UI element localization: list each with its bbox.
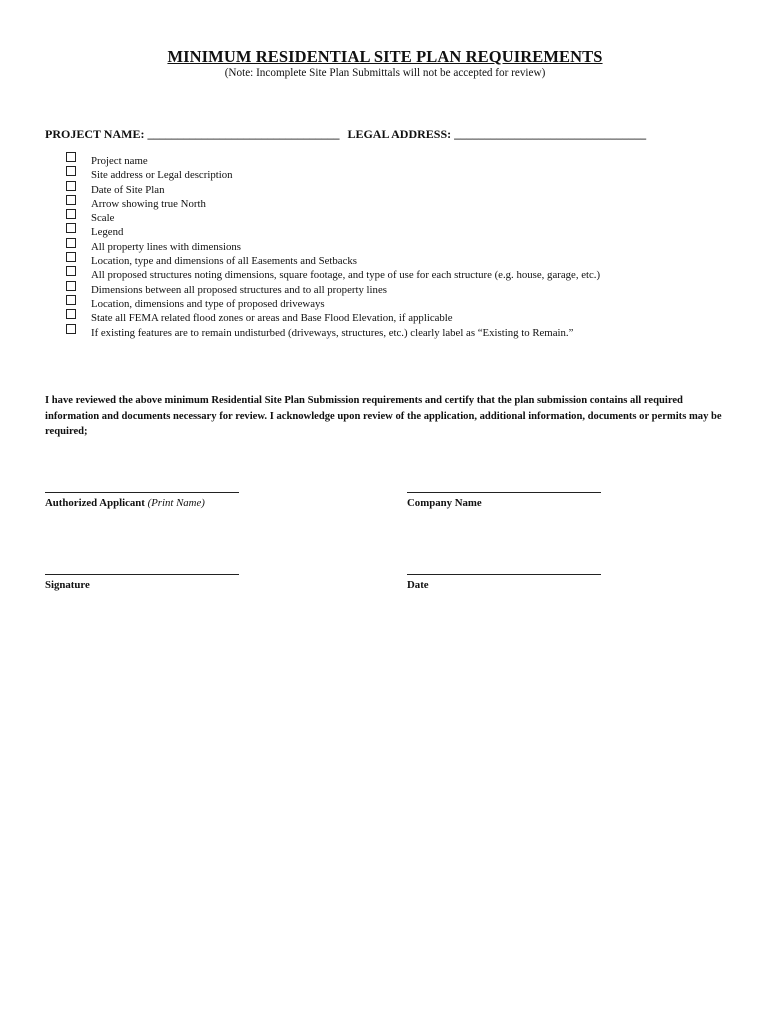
- signature-block: [45, 574, 239, 591]
- checklist-item-label: Dimensions between all proposed structures and to all property lines: [91, 283, 387, 296]
- checkbox[interactable]: [66, 295, 76, 305]
- checklist-item-label: Arrow showing true North: [91, 197, 206, 210]
- applicant-name-block: [45, 492, 239, 509]
- checklist-item-label: Date of Site Plan: [91, 183, 165, 196]
- legal-address-field[interactable]: LEGAL ADDRESS: ________________________________: [347, 127, 647, 141]
- page-title: MINIMUM RESIDENTIAL SITE PLAN REQUIREMENTS: [167, 47, 603, 66]
- checklist-item-label: Location, dimensions and type of proposed driveways: [91, 297, 325, 310]
- checkbox[interactable]: [66, 223, 76, 233]
- checklist-item-label: State all FEMA related flood zones or areas and Base Flood Elevation, if applicable: [91, 312, 453, 325]
- date-line[interactable]: [407, 574, 601, 575]
- print-name-hint: (Print Name): [147, 497, 205, 509]
- checkbox[interactable]: [66, 252, 76, 262]
- checkbox[interactable]: [66, 309, 76, 319]
- applicant-name-label: [45, 497, 239, 509]
- date-block: [407, 574, 601, 591]
- checkbox[interactable]: [66, 181, 76, 191]
- checklist-item-label: If existing features are to remain undisturbed (driveways, structures, etc.) clearly label as “Existing to Remain.”: [91, 326, 574, 339]
- checklist-item-label: Scale: [91, 212, 115, 225]
- checkbox[interactable]: [66, 195, 76, 205]
- project-name-field[interactable]: PROJECT NAME: ________________________________: [45, 127, 340, 141]
- checklist-item-label: Location, type and dimensions of all Easements and Setbacks: [91, 255, 357, 268]
- company-name-line[interactable]: [407, 492, 601, 493]
- checklist-item-label: All property lines with dimensions: [91, 240, 241, 253]
- checkbox[interactable]: [66, 209, 76, 219]
- checklist-item-label: All proposed structures noting dimensions, square footage, and type of use for each structure (e.g. house, garage, etc.): [91, 269, 601, 282]
- company-name-label: Company Name: [407, 497, 482, 509]
- checkbox[interactable]: [66, 166, 76, 176]
- applicant-label-text: Authorized Applicant: [45, 497, 145, 509]
- certification-statement: I have reviewed the above minimum Residential Site Plan Submission requirements and certify that the plan submission contains all required information and documents necessary for review. I acknowledge upon review of the application, additional information, documents or permits may be required;: [45, 395, 722, 438]
- company-name-block: [407, 492, 601, 509]
- checklist-item-label: Site address or Legal description: [91, 169, 233, 182]
- checkbox[interactable]: [66, 152, 76, 162]
- project-fields-row: [45, 127, 646, 142]
- checkbox[interactable]: [66, 324, 76, 334]
- signature-label: Signature: [45, 579, 90, 591]
- signature-line[interactable]: [45, 574, 239, 575]
- checklist-item-label: Project name: [91, 155, 148, 167]
- checklist-item-label: Legend: [91, 226, 124, 239]
- checkbox[interactable]: [66, 266, 76, 276]
- checkbox[interactable]: [66, 281, 76, 291]
- submittal-note: (Note: Incomplete Site Plan Submittals will not be accepted for review): [224, 67, 546, 79]
- checkbox[interactable]: [66, 238, 76, 248]
- applicant-name-line[interactable]: [45, 492, 239, 493]
- date-label: Date: [407, 579, 429, 591]
